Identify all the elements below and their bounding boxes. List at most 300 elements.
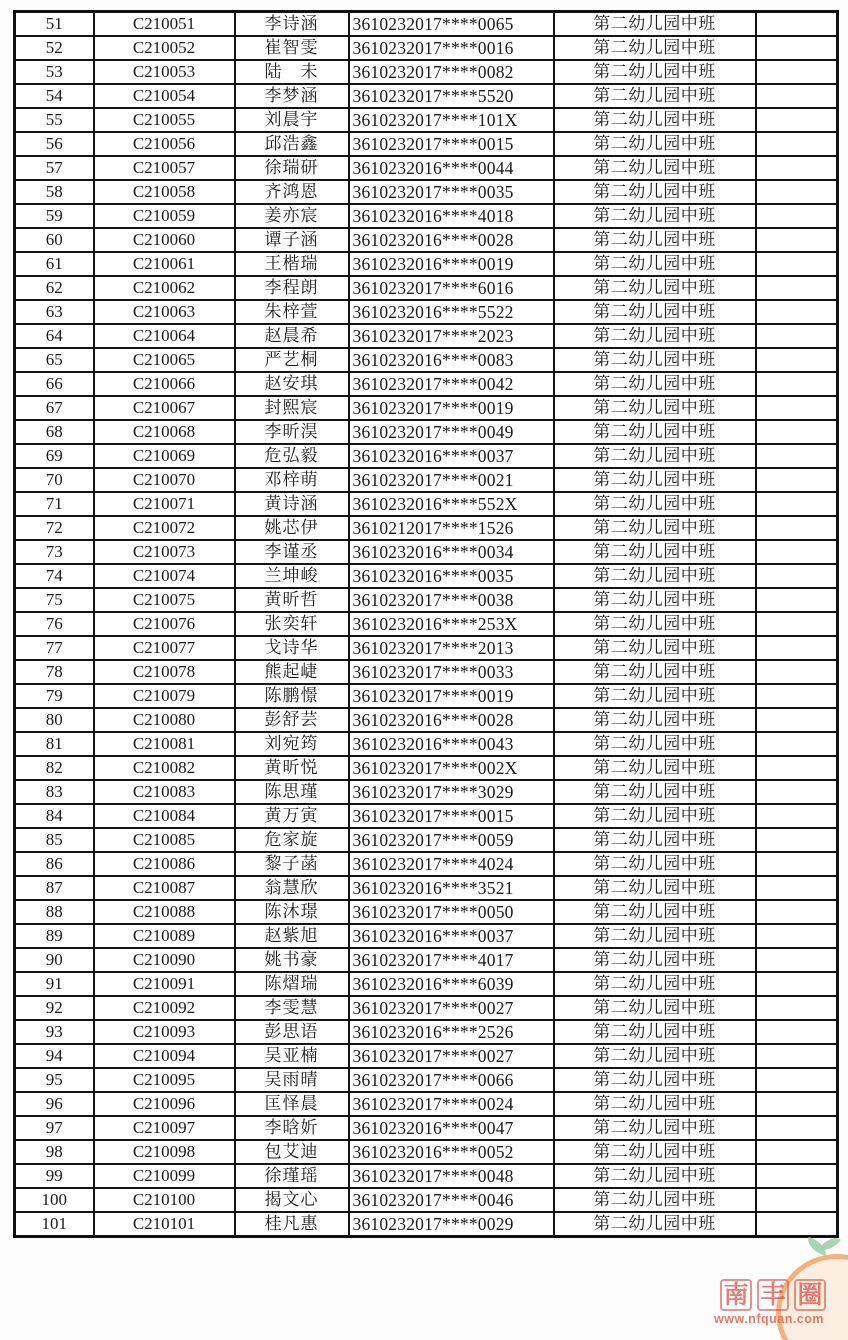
table-row [15,1164,838,1188]
cell-id-number: 3610232017****0035 [349,180,554,204]
cell-class-name: 第二幼儿园中班 [554,36,756,60]
cell-student-code: C210072 [94,516,235,540]
table-row [15,876,838,900]
cell-blank [756,516,838,540]
cell-row-number: 53 [15,60,94,84]
cell-row-number: 73 [15,540,94,564]
cell-blank [756,972,838,996]
cell-blank [756,1212,838,1237]
cell-row-number: 74 [15,564,94,588]
cell-id-number: 3610232016****0044 [349,156,554,180]
cell-row-number: 65 [15,348,94,372]
cell-row-number: 70 [15,468,94,492]
cell-student-code: C210063 [94,300,235,324]
table-row [15,900,838,924]
cell-row-number: 63 [15,300,94,324]
cell-blank [756,852,838,876]
cell-student-name: 李昕淏 [235,420,349,444]
cell-id-number: 3610232016****253X [349,612,554,636]
cell-id-number: 3610232017****0019 [349,396,554,420]
cell-class-name: 第二幼儿园中班 [554,132,756,156]
table-row [15,588,838,612]
cell-row-number: 56 [15,132,94,156]
table-row [15,756,838,780]
cell-class-name: 第二幼儿园中班 [554,468,756,492]
cell-student-code: C210092 [94,996,235,1020]
cell-student-name: 陈思瑾 [235,780,349,804]
cell-blank [756,60,838,84]
table-row [15,60,838,84]
cell-blank [756,36,838,60]
table-row [15,324,838,348]
cell-student-code: C210080 [94,708,235,732]
table-row [15,708,838,732]
cell-student-code: C210053 [94,60,235,84]
cell-student-name: 熊起崨 [235,660,349,684]
table-row [15,84,838,108]
cell-class-name: 第二幼儿园中班 [554,276,756,300]
cell-student-code: C210071 [94,492,235,516]
cell-student-code: C210070 [94,468,235,492]
cell-blank [756,372,838,396]
cell-student-code: C210078 [94,660,235,684]
cell-id-number: 3610232017****0016 [349,36,554,60]
cell-class-name: 第二幼儿园中班 [554,876,756,900]
table-row [15,108,838,132]
cell-class-name: 第二幼儿园中班 [554,1044,756,1068]
cell-student-code: C210082 [94,756,235,780]
cell-student-code: C210074 [94,564,235,588]
cell-id-number: 3610232016****5522 [349,300,554,324]
cell-id-number: 3610232017****0049 [349,420,554,444]
cell-class-name: 第二幼儿园中班 [554,396,756,420]
cell-student-name: 黄诗涵 [235,492,349,516]
table-row [15,1140,838,1164]
cell-student-code: C210058 [94,180,235,204]
cell-id-number: 3610232017****0082 [349,60,554,84]
cell-row-number: 97 [15,1116,94,1140]
cell-student-name: 刘晨宇 [235,108,349,132]
cell-blank [756,1020,838,1044]
cell-row-number: 88 [15,900,94,924]
table-row [15,1068,838,1092]
cell-student-name: 危家旋 [235,828,349,852]
cell-id-number: 3610232016****0083 [349,348,554,372]
cell-class-name: 第二幼儿园中班 [554,108,756,132]
cell-blank [756,564,838,588]
cell-blank [756,12,838,37]
table-row [15,300,838,324]
cell-class-name: 第二幼儿园中班 [554,636,756,660]
cell-student-name: 黎子菡 [235,852,349,876]
cell-blank [756,108,838,132]
cell-student-code: C210089 [94,924,235,948]
cell-id-number: 3610232017****0038 [349,588,554,612]
cell-blank [756,396,838,420]
cell-id-number: 3610212017****1526 [349,516,554,540]
cell-class-name: 第二幼儿园中班 [554,780,756,804]
cell-id-number: 3610232017****0024 [349,1092,554,1116]
cell-student-name: 黄昕悦 [235,756,349,780]
cell-row-number: 101 [15,1212,94,1237]
cell-row-number: 55 [15,108,94,132]
cell-student-name: 赵紫旭 [235,924,349,948]
cell-row-number: 89 [15,924,94,948]
table-row [15,780,838,804]
cell-class-name: 第二幼儿园中班 [554,372,756,396]
cell-row-number: 94 [15,1044,94,1068]
cell-row-number: 91 [15,972,94,996]
table-row [15,636,838,660]
table-row [15,924,838,948]
cell-student-code: C210076 [94,612,235,636]
cell-student-name: 姚芯伊 [235,516,349,540]
cell-row-number: 92 [15,996,94,1020]
cell-id-number: 3610232017****002X [349,756,554,780]
cell-id-number: 3610232016****0043 [349,732,554,756]
cell-row-number: 57 [15,156,94,180]
cell-class-name: 第二幼儿园中班 [554,996,756,1020]
cell-student-code: C210093 [94,1020,235,1044]
watermark-brand-char: 南 [720,1279,752,1311]
cell-blank [756,468,838,492]
cell-student-code: C210059 [94,204,235,228]
cell-blank [756,756,838,780]
cell-student-name: 李梦涵 [235,84,349,108]
cell-row-number: 58 [15,180,94,204]
watermark-url: www.nfquan.com [714,1312,825,1326]
cell-id-number: 3610232016****0035 [349,564,554,588]
table-row [15,132,838,156]
cell-student-code: C210052 [94,36,235,60]
cell-row-number: 82 [15,756,94,780]
cell-id-number: 3610232016****2526 [349,1020,554,1044]
cell-id-number: 3610232016****4018 [349,204,554,228]
cell-id-number: 3610232017****0042 [349,372,554,396]
cell-student-name: 陈熠瑞 [235,972,349,996]
cell-class-name: 第二幼儿园中班 [554,516,756,540]
cell-blank [756,444,838,468]
cell-student-code: C210087 [94,876,235,900]
table-row [15,852,838,876]
table-row [15,972,838,996]
table-row [15,36,838,60]
cell-blank [756,1188,838,1212]
cell-class-name: 第二幼儿园中班 [554,12,756,37]
cell-student-code: C210091 [94,972,235,996]
table-row [15,1020,838,1044]
cell-row-number: 85 [15,828,94,852]
cell-id-number: 3610232016****0037 [349,924,554,948]
cell-student-code: C210056 [94,132,235,156]
cell-student-code: C210060 [94,228,235,252]
cell-row-number: 62 [15,276,94,300]
cell-blank [756,84,838,108]
cell-row-number: 64 [15,324,94,348]
cell-row-number: 99 [15,1164,94,1188]
cell-student-code: C210096 [94,1092,235,1116]
cell-student-name: 姚书豪 [235,948,349,972]
cell-class-name: 第二幼儿园中班 [554,324,756,348]
cell-student-code: C210064 [94,324,235,348]
cell-student-name: 危弘毅 [235,444,349,468]
cell-student-code: C210090 [94,948,235,972]
cell-id-number: 3610232017****0059 [349,828,554,852]
cell-row-number: 61 [15,252,94,276]
cell-row-number: 90 [15,948,94,972]
cell-student-name: 匡怿晨 [235,1092,349,1116]
cell-student-name: 李雯慧 [235,996,349,1020]
cell-blank [756,732,838,756]
cell-blank [756,876,838,900]
table-row [15,420,838,444]
cell-row-number: 59 [15,204,94,228]
cell-row-number: 66 [15,372,94,396]
cell-id-number: 3610232016****0037 [349,444,554,468]
cell-id-number: 3610232017****0027 [349,1044,554,1068]
table-row [15,1092,838,1116]
cell-student-name: 彭舒芸 [235,708,349,732]
cell-id-number: 3610232017****0050 [349,900,554,924]
cell-class-name: 第二幼儿园中班 [554,612,756,636]
cell-student-name: 戈诗华 [235,636,349,660]
cell-row-number: 95 [15,1068,94,1092]
cell-row-number: 93 [15,1020,94,1044]
cell-student-name: 谭子涵 [235,228,349,252]
cell-student-code: C210100 [94,1188,235,1212]
cell-id-number: 3610232017****0027 [349,996,554,1020]
cell-student-name: 兰坤峻 [235,564,349,588]
table-row [15,444,838,468]
cell-class-name: 第二幼儿园中班 [554,732,756,756]
table-row [15,660,838,684]
cell-student-code: C210061 [94,252,235,276]
cell-row-number: 54 [15,84,94,108]
cell-blank [756,804,838,828]
cell-student-name: 姜亦宸 [235,204,349,228]
watermark-brand-char: 丰 [757,1279,789,1311]
table-row [15,996,838,1020]
cell-student-name: 赵安琪 [235,372,349,396]
cell-class-name: 第二幼儿园中班 [554,60,756,84]
cell-blank [756,1164,838,1188]
cell-id-number: 3610232017****0066 [349,1068,554,1092]
cell-id-number: 3610232016****0028 [349,708,554,732]
cell-class-name: 第二幼儿园中班 [554,804,756,828]
cell-student-code: C210079 [94,684,235,708]
table-row [15,516,838,540]
cell-blank [756,948,838,972]
cell-student-code: C210054 [94,84,235,108]
cell-blank [756,492,838,516]
cell-blank [756,612,838,636]
cell-row-number: 86 [15,852,94,876]
cell-row-number: 52 [15,36,94,60]
cell-class-name: 第二幼儿园中班 [554,84,756,108]
cell-class-name: 第二幼儿园中班 [554,156,756,180]
cell-id-number: 3610232016****0028 [349,228,554,252]
cell-student-name: 朱梓萱 [235,300,349,324]
cell-class-name: 第二幼儿园中班 [554,708,756,732]
cell-row-number: 76 [15,612,94,636]
cell-class-name: 第二幼儿园中班 [554,588,756,612]
cell-class-name: 第二幼儿园中班 [554,756,756,780]
table-row [15,732,838,756]
cell-blank [756,780,838,804]
cell-blank [756,324,838,348]
cell-id-number: 3610232017****2023 [349,324,554,348]
cell-blank [756,156,838,180]
table-row [15,1188,838,1212]
cell-blank [756,132,838,156]
cell-class-name: 第二幼儿园中班 [554,900,756,924]
cell-blank [756,420,838,444]
cell-blank [756,348,838,372]
cell-student-name: 徐瑾瑶 [235,1164,349,1188]
cell-student-name: 彭思语 [235,1020,349,1044]
cell-id-number: 3610232017****0065 [349,12,554,37]
cell-id-number: 3610232017****0033 [349,660,554,684]
cell-class-name: 第二幼儿园中班 [554,948,756,972]
cell-blank [756,828,838,852]
cell-blank [756,228,838,252]
cell-id-number: 3610232016****3521 [349,876,554,900]
cell-class-name: 第二幼儿园中班 [554,540,756,564]
cell-student-name: 陈鹏憬 [235,684,349,708]
cell-blank [756,276,838,300]
cell-class-name: 第二幼儿园中班 [554,660,756,684]
cell-student-code: C210085 [94,828,235,852]
cell-student-name: 齐鸿恩 [235,180,349,204]
cell-row-number: 100 [15,1188,94,1212]
cell-row-number: 51 [15,12,94,37]
cell-student-code: C210099 [94,1164,235,1188]
cell-blank [756,204,838,228]
cell-blank [756,924,838,948]
table-row [15,612,838,636]
cell-student-code: C210098 [94,1140,235,1164]
roster-table-body [15,12,838,1237]
cell-blank [756,636,838,660]
cell-id-number: 3610232017****0019 [349,684,554,708]
cell-class-name: 第二幼儿园中班 [554,204,756,228]
table-row [15,252,838,276]
cell-student-code: C210075 [94,588,235,612]
cell-blank [756,300,838,324]
cell-id-number: 3610232017****5520 [349,84,554,108]
cell-blank [756,1140,838,1164]
watermark-brand-char: 圈 [794,1279,826,1311]
cell-class-name: 第二幼儿园中班 [554,420,756,444]
cell-student-code: C210051 [94,12,235,37]
cell-student-name: 徐瑞研 [235,156,349,180]
cell-row-number: 81 [15,732,94,756]
table-row [15,828,838,852]
table-row [15,180,838,204]
cell-class-name: 第二幼儿园中班 [554,228,756,252]
table-row [15,1212,838,1237]
cell-student-name: 李程朗 [235,276,349,300]
cell-id-number: 3610232017****0015 [349,132,554,156]
table-row [15,372,838,396]
cell-blank [756,1116,838,1140]
cell-student-name: 黄昕哲 [235,588,349,612]
cell-id-number: 3610232016****0019 [349,252,554,276]
table-row [15,276,838,300]
cell-blank [756,900,838,924]
cell-student-code: C210101 [94,1212,235,1237]
cell-student-name: 李谨丞 [235,540,349,564]
cell-blank [756,684,838,708]
cell-student-code: C210094 [94,1044,235,1068]
cell-class-name: 第二幼儿园中班 [554,564,756,588]
watermark-brand [720,1279,826,1311]
cell-id-number: 3610232016****0047 [349,1116,554,1140]
cell-student-name: 封熙宸 [235,396,349,420]
cell-class-name: 第二幼儿园中班 [554,684,756,708]
cell-class-name: 第二幼儿园中班 [554,1068,756,1092]
cell-student-code: C210066 [94,372,235,396]
table-row [15,468,838,492]
cell-class-name: 第二幼儿园中班 [554,1164,756,1188]
cell-id-number: 3610232016****0052 [349,1140,554,1164]
cell-class-name: 第二幼儿园中班 [554,300,756,324]
table-row [15,564,838,588]
cell-row-number: 87 [15,876,94,900]
cell-student-code: C210068 [94,420,235,444]
cell-student-code: C210095 [94,1068,235,1092]
cell-id-number: 3610232016****6039 [349,972,554,996]
cell-blank [756,1044,838,1068]
table-row [15,804,838,828]
cell-class-name: 第二幼儿园中班 [554,828,756,852]
cell-student-code: C210086 [94,852,235,876]
cell-class-name: 第二幼儿园中班 [554,492,756,516]
cell-row-number: 78 [15,660,94,684]
cell-blank [756,996,838,1020]
cell-class-name: 第二幼儿园中班 [554,1092,756,1116]
cell-student-name: 陆 未 [235,60,349,84]
cell-blank [756,252,838,276]
cell-row-number: 83 [15,780,94,804]
cell-student-name: 刘宛筠 [235,732,349,756]
cell-student-code: C210057 [94,156,235,180]
cell-row-number: 80 [15,708,94,732]
cell-blank [756,588,838,612]
cell-student-name: 包艾迪 [235,1140,349,1164]
cell-id-number: 3610232017****101X [349,108,554,132]
cell-student-name: 揭文心 [235,1188,349,1212]
cell-class-name: 第二幼儿园中班 [554,348,756,372]
table-row [15,204,838,228]
table-row [15,492,838,516]
cell-id-number: 3610232017****0015 [349,804,554,828]
cell-class-name: 第二幼儿园中班 [554,252,756,276]
cell-id-number: 3610232017****4024 [349,852,554,876]
table-row [15,540,838,564]
cell-student-name: 邓梓萌 [235,468,349,492]
cell-row-number: 77 [15,636,94,660]
cell-student-code: C210073 [94,540,235,564]
cell-student-code: C210083 [94,780,235,804]
cell-student-code: C210067 [94,396,235,420]
cell-student-code: C210081 [94,732,235,756]
cell-id-number: 3610232017****2013 [349,636,554,660]
cell-student-code: C210062 [94,276,235,300]
cell-student-name: 翁慧欣 [235,876,349,900]
cell-student-code: C210088 [94,900,235,924]
cell-class-name: 第二幼儿园中班 [554,1116,756,1140]
